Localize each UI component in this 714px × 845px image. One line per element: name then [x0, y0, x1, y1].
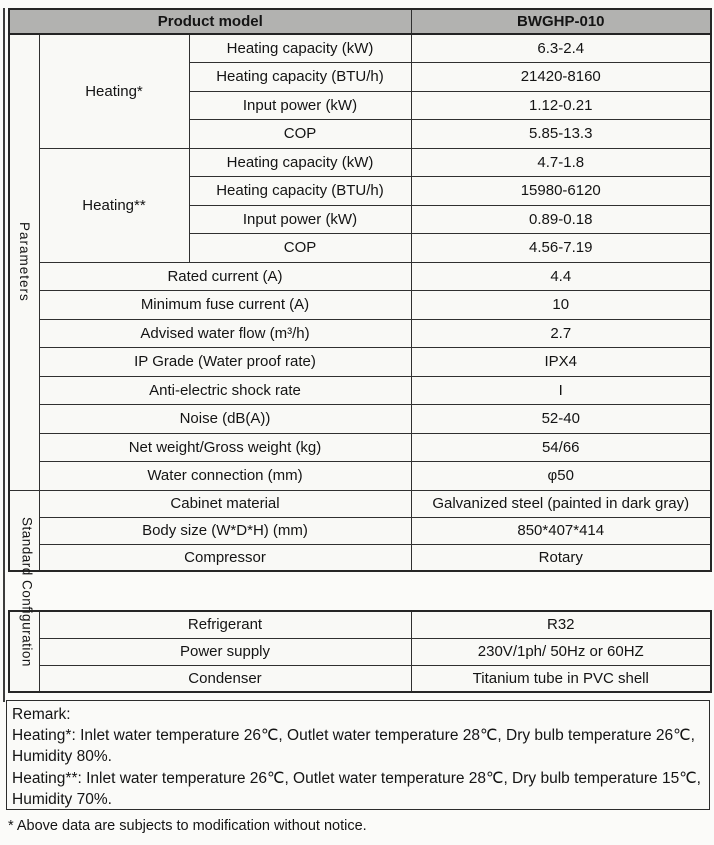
- param-name-cell: Heating capacity (BTU/h): [189, 177, 411, 206]
- param-value-cell: 6.3-2.4: [411, 34, 711, 63]
- param-value-cell: 54/66: [411, 433, 711, 462]
- param-value-cell: 2.7: [411, 319, 711, 348]
- param-name-cell: COP: [189, 120, 411, 149]
- table-row: [9, 405, 711, 434]
- param-name-cell: Heating capacity (BTU/h): [189, 63, 411, 92]
- table-row: [9, 638, 711, 665]
- heating2-group-cell: Heating**: [39, 148, 189, 262]
- param-name-cell: Power supply: [39, 638, 411, 665]
- param-value-cell: 0.89-0.18: [411, 205, 711, 234]
- table-row: [9, 34, 711, 63]
- spec-table-secondary: [8, 610, 712, 693]
- param-value-cell: 52-40: [411, 405, 711, 434]
- standard-configuration-side-label: Standard Configuration: [19, 517, 35, 667]
- param-value-cell: Titanium tube in PVC shell: [411, 665, 711, 692]
- remark-line-heating2: Heating**: Inlet water temperature 26℃, Outlet water temperature 28℃, Dry bulb temperature 15℃, Humidity 70%.: [12, 769, 701, 808]
- param-name-cell: Heating capacity (kW): [189, 148, 411, 177]
- param-value-cell: Galvanized steel (painted in dark gray): [411, 490, 711, 517]
- param-value-cell: 4.4: [411, 262, 711, 291]
- param-value-cell: IPX4: [411, 348, 711, 377]
- param-value-cell: 21420-8160: [411, 63, 711, 92]
- param-name-cell: COP: [189, 234, 411, 263]
- table-row: [9, 462, 711, 491]
- parameters-side-label: Parameters: [9, 34, 39, 490]
- product-model-header: Product model: [9, 9, 411, 34]
- param-value-cell: 5.85-13.3: [411, 120, 711, 149]
- param-name-cell: Condenser: [39, 665, 411, 692]
- param-name-cell: Anti-electric shock rate: [39, 376, 411, 405]
- param-name-cell: Net weight/Gross weight (kg): [39, 433, 411, 462]
- table-row: [9, 433, 711, 462]
- param-value-cell: 10: [411, 291, 711, 320]
- table-row: [9, 490, 711, 517]
- outer-frame-line: [3, 8, 5, 702]
- param-name-cell: Input power (kW): [189, 91, 411, 120]
- param-value-cell: 850*407*414: [411, 517, 711, 544]
- param-name-cell: Noise (dB(A)): [39, 405, 411, 434]
- table-row: [9, 611, 711, 638]
- table-row: [9, 517, 711, 544]
- heating1-group-cell: Heating*: [39, 34, 189, 148]
- table-row: [9, 148, 711, 177]
- param-value-cell: I: [411, 376, 711, 405]
- param-name-cell: Rated current (A): [39, 262, 411, 291]
- param-name-cell: Input power (kW): [189, 205, 411, 234]
- table-row: [9, 319, 711, 348]
- param-name-cell: Cabinet material: [39, 490, 411, 517]
- param-name-cell: Minimum fuse current (A): [39, 291, 411, 320]
- param-value-cell: φ50: [411, 462, 711, 491]
- param-value-cell: 4.7-1.8: [411, 148, 711, 177]
- param-value-cell: 4.56-7.19: [411, 234, 711, 263]
- param-name-cell: Heating capacity (kW): [189, 34, 411, 63]
- header-row: [9, 9, 711, 34]
- remark-heading: Remark:: [12, 706, 71, 723]
- table-row: [9, 665, 711, 692]
- param-value-cell: Rotary: [411, 544, 711, 571]
- param-value-cell: 1.12-0.21: [411, 91, 711, 120]
- param-name-cell: Advised water flow (m³/h): [39, 319, 411, 348]
- remark-line-heating1: Heating*: Inlet water temperature 26℃, Outlet water temperature 28℃, Dry bulb temperature 26℃, Humidity 80%.: [12, 727, 695, 766]
- model-value-header: BWGHP-010: [411, 9, 711, 34]
- param-value-cell: 15980-6120: [411, 177, 711, 206]
- spec-table-main: [8, 8, 712, 572]
- footnote-text: * Above data are subjects to modification without notice.: [8, 818, 367, 834]
- param-name-cell: Water connection (mm): [39, 462, 411, 491]
- param-value-cell: 230V/1ph/ 50Hz or 60HZ: [411, 638, 711, 665]
- table-row: [9, 348, 711, 377]
- param-name-cell: IP Grade (Water proof rate): [39, 348, 411, 377]
- table-row: [9, 262, 711, 291]
- param-name-cell: Compressor: [39, 544, 411, 571]
- remark-box: [6, 700, 710, 810]
- table-row: [9, 544, 711, 571]
- table-row: [9, 376, 711, 405]
- table-row: [9, 291, 711, 320]
- param-name-cell: Refrigerant: [39, 611, 411, 638]
- param-name-cell: Body size (W*D*H) (mm): [39, 517, 411, 544]
- param-value-cell: R32: [411, 611, 711, 638]
